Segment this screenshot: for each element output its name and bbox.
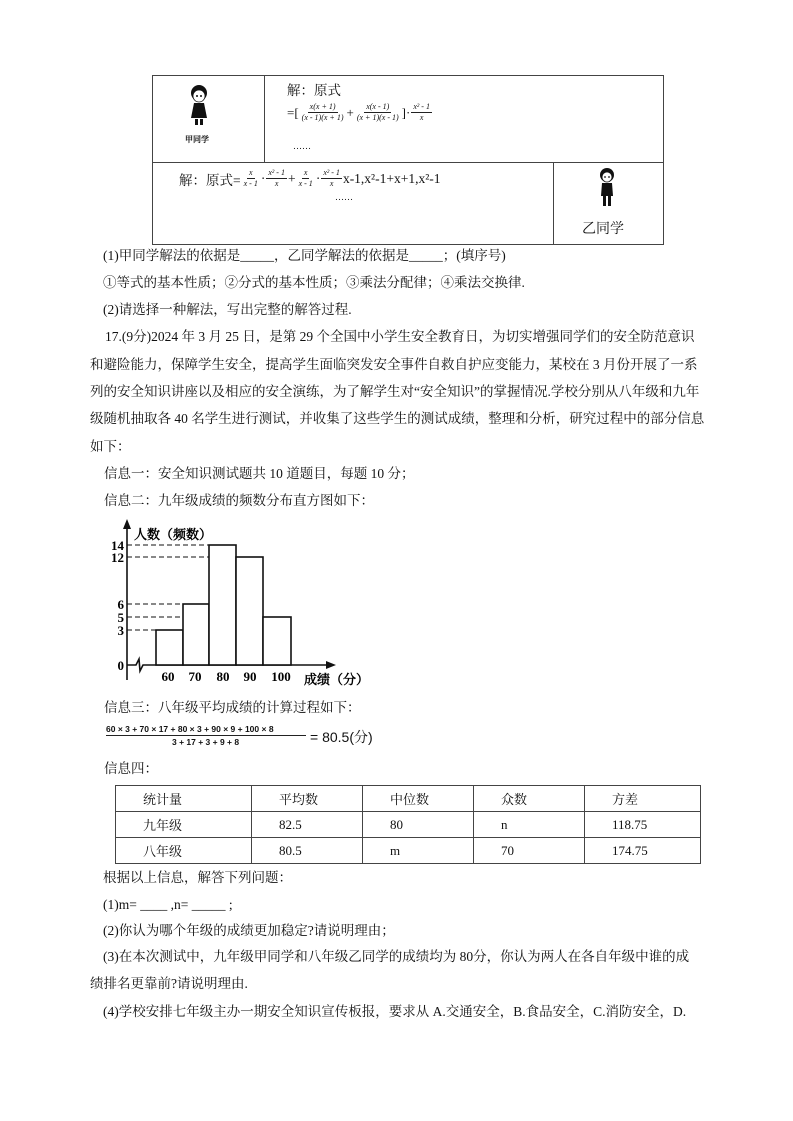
numerator: x² - 1 [323, 168, 340, 177]
table-row [116, 838, 701, 864]
svg-text:12: 12 [111, 550, 124, 565]
numerator: x² - 1 [268, 168, 285, 177]
svg-text:70: 70 [188, 669, 202, 684]
numerator: x [248, 168, 253, 177]
formula-denominator: 3 + 17 + 3 + 9 + 8 [172, 737, 240, 747]
plus-sign: + [287, 170, 296, 186]
bracket-close: ]· [401, 104, 411, 120]
student-a-expression [287, 102, 433, 123]
plus-sign: + [346, 104, 354, 120]
q17-prompt: 根据以上信息，解答下列问题： [103, 870, 292, 885]
student-b-cell [553, 162, 663, 245]
y-axis-label: 人数（频数） [134, 527, 213, 542]
student-b-row [153, 162, 663, 245]
formula-numerator: 60 × 3 + 70 × 17 + 80 × 3 + 90 × 9 + 100 × 8 [106, 724, 274, 734]
student-a-label: 甲同学 [185, 135, 209, 144]
svg-text:0: 0 [117, 658, 124, 673]
boy-cartoon-icon [596, 166, 618, 210]
table-row [116, 812, 701, 838]
fraction [411, 102, 432, 123]
table-cell: 118.75 [585, 812, 701, 838]
ellipsis: …… [293, 141, 311, 151]
svg-text:3: 3 [117, 623, 124, 638]
table-cell: 80.5 [252, 838, 363, 864]
table-cell: n [474, 812, 585, 838]
q17-question: (2)你认为哪个年级的成绩更加稳定?请说明理由； [103, 923, 395, 938]
q17-line: 列的安全知识讲座以及相应的安全演练，为了解学生对“安全知识”的掌握情况.学校分别从八年级和九年 [90, 384, 700, 399]
numerator: x(x + 1) [309, 102, 336, 111]
q17-info4: 信息四： [104, 761, 158, 776]
ellipsis: …… [335, 192, 353, 202]
denominator: x [274, 179, 279, 188]
y-axis-arrow-icon [123, 519, 131, 529]
numerator: x(x - 1) [366, 102, 390, 111]
numerator: x² - 1 [413, 102, 430, 111]
q17-info1: 信息一：安全知识测试题共 10 道题目，每题 10 分； [104, 466, 415, 481]
table-header: 统计量 [116, 786, 252, 812]
student-a-cell [153, 76, 265, 162]
table-header-row [116, 786, 701, 812]
bracket-open: =[ [287, 104, 299, 120]
formula-result: = 80.5(分) [310, 729, 373, 745]
q17-line: 如下： [90, 439, 131, 454]
histogram-bars [156, 545, 291, 665]
fraction [266, 168, 287, 189]
q17-line: 和避险能力，保障学生安全，提高学生面临突发安全事件自救自护应变能力，某校在 3 月份开展了一系 [90, 357, 698, 372]
svg-text:5: 5 [117, 610, 124, 625]
denominator: x [419, 113, 424, 122]
table-header: 平均数 [252, 786, 363, 812]
solution-prefix: 解：原式= [179, 172, 241, 188]
fraction [300, 102, 346, 123]
x-tick-labels [162, 669, 291, 684]
dot-operator: · [315, 170, 321, 186]
table-cell: 174.75 [585, 838, 701, 864]
dot-operator: · [260, 170, 266, 186]
numerator: x [303, 168, 308, 177]
student-a-row [153, 76, 663, 163]
q17-question: (4)学校安排七年级主办一期安全知识宣传板报，要求从 A.交通安全，B.食品安全，C.消防安全，D. [103, 1004, 687, 1019]
frequency-histogram [100, 515, 390, 695]
student-b-label: 乙同学 [582, 221, 624, 237]
student-b-expression [179, 168, 441, 189]
q17-question: 绩排名更靠前?请说明理由. [90, 976, 248, 991]
table-header: 众数 [474, 786, 585, 812]
q16-part1: (1)甲同学解法的依据是_____，乙同学解法的依据是_____；(填序号) [103, 248, 506, 263]
x-axis-label: 成绩（分） [304, 672, 370, 687]
denominator: (x + 1)(x - 1) [356, 113, 399, 122]
svg-text:6: 6 [117, 597, 124, 612]
denominator: x - 1 [298, 179, 313, 188]
q17-info2: 信息二：九年级成绩的频数分布直方图如下： [104, 493, 374, 508]
denominator: x - 1 [243, 179, 258, 188]
fraction [242, 168, 260, 189]
table-cell: 80 [363, 812, 474, 838]
statistics-table [115, 785, 701, 864]
q17-line: 级随机抽取各 40 名学生进行测试，并收集了这些学生的测试成绩，整理和分析，研究过程中的部分信息 [90, 411, 705, 426]
q16-options: ①等式的基本性质；②分式的基本性质；③乘法分配律；④乘法交换律. [103, 275, 525, 290]
table-cell: 八年级 [116, 838, 252, 864]
svg-text:60: 60 [161, 669, 175, 684]
table-cell: 82.5 [252, 812, 363, 838]
table-header: 中位数 [363, 786, 474, 812]
expression-tail: x-1,x²-1+x+1,x²-1 [342, 170, 441, 186]
solution-comparison-table [152, 75, 664, 245]
bar-60 [156, 630, 183, 665]
fraction-bar [106, 735, 306, 736]
denominator: x [329, 179, 334, 188]
student-a-solution-heading: 解：原式 [287, 83, 341, 98]
bar-70 [183, 604, 209, 665]
q17-line: 17.(9分)2024 年 3 月 25 日，是第 29 个全国中小学生安全教育日，为切实增强同学们的安全防范意识 [105, 329, 695, 344]
x-axis-arrow-icon [326, 661, 336, 669]
q17-question: (3)在本次测试中，九年级甲同学和八年级乙同学的成绩均为 80分，你认为两人在各自年级中谁的成 [103, 949, 690, 964]
denominator: (x - 1)(x + 1) [301, 113, 344, 122]
bar-80 [209, 545, 236, 665]
svg-text:14: 14 [111, 538, 124, 553]
svg-text:80: 80 [216, 669, 230, 684]
fraction [355, 102, 401, 123]
fraction [321, 168, 342, 189]
table-header: 方差 [585, 786, 701, 812]
q17-question: (1)m= ____ ,n= _____ ; [103, 897, 233, 912]
fraction [297, 168, 315, 189]
q17-info3: 信息三：八年级平均成绩的计算过程如下： [104, 700, 361, 715]
svg-text:90: 90 [243, 669, 257, 684]
girl-cartoon-icon [187, 84, 211, 130]
y-tick-labels [111, 538, 125, 673]
bar-90 [236, 557, 263, 665]
svg-text:100: 100 [271, 669, 291, 684]
table-cell: 70 [474, 838, 585, 864]
q16-part2: (2)请选择一种解法，写出完整的解答过程. [103, 302, 352, 317]
table-cell: 九年级 [116, 812, 252, 838]
table-cell: m [363, 838, 474, 864]
bar-100 [263, 617, 291, 665]
